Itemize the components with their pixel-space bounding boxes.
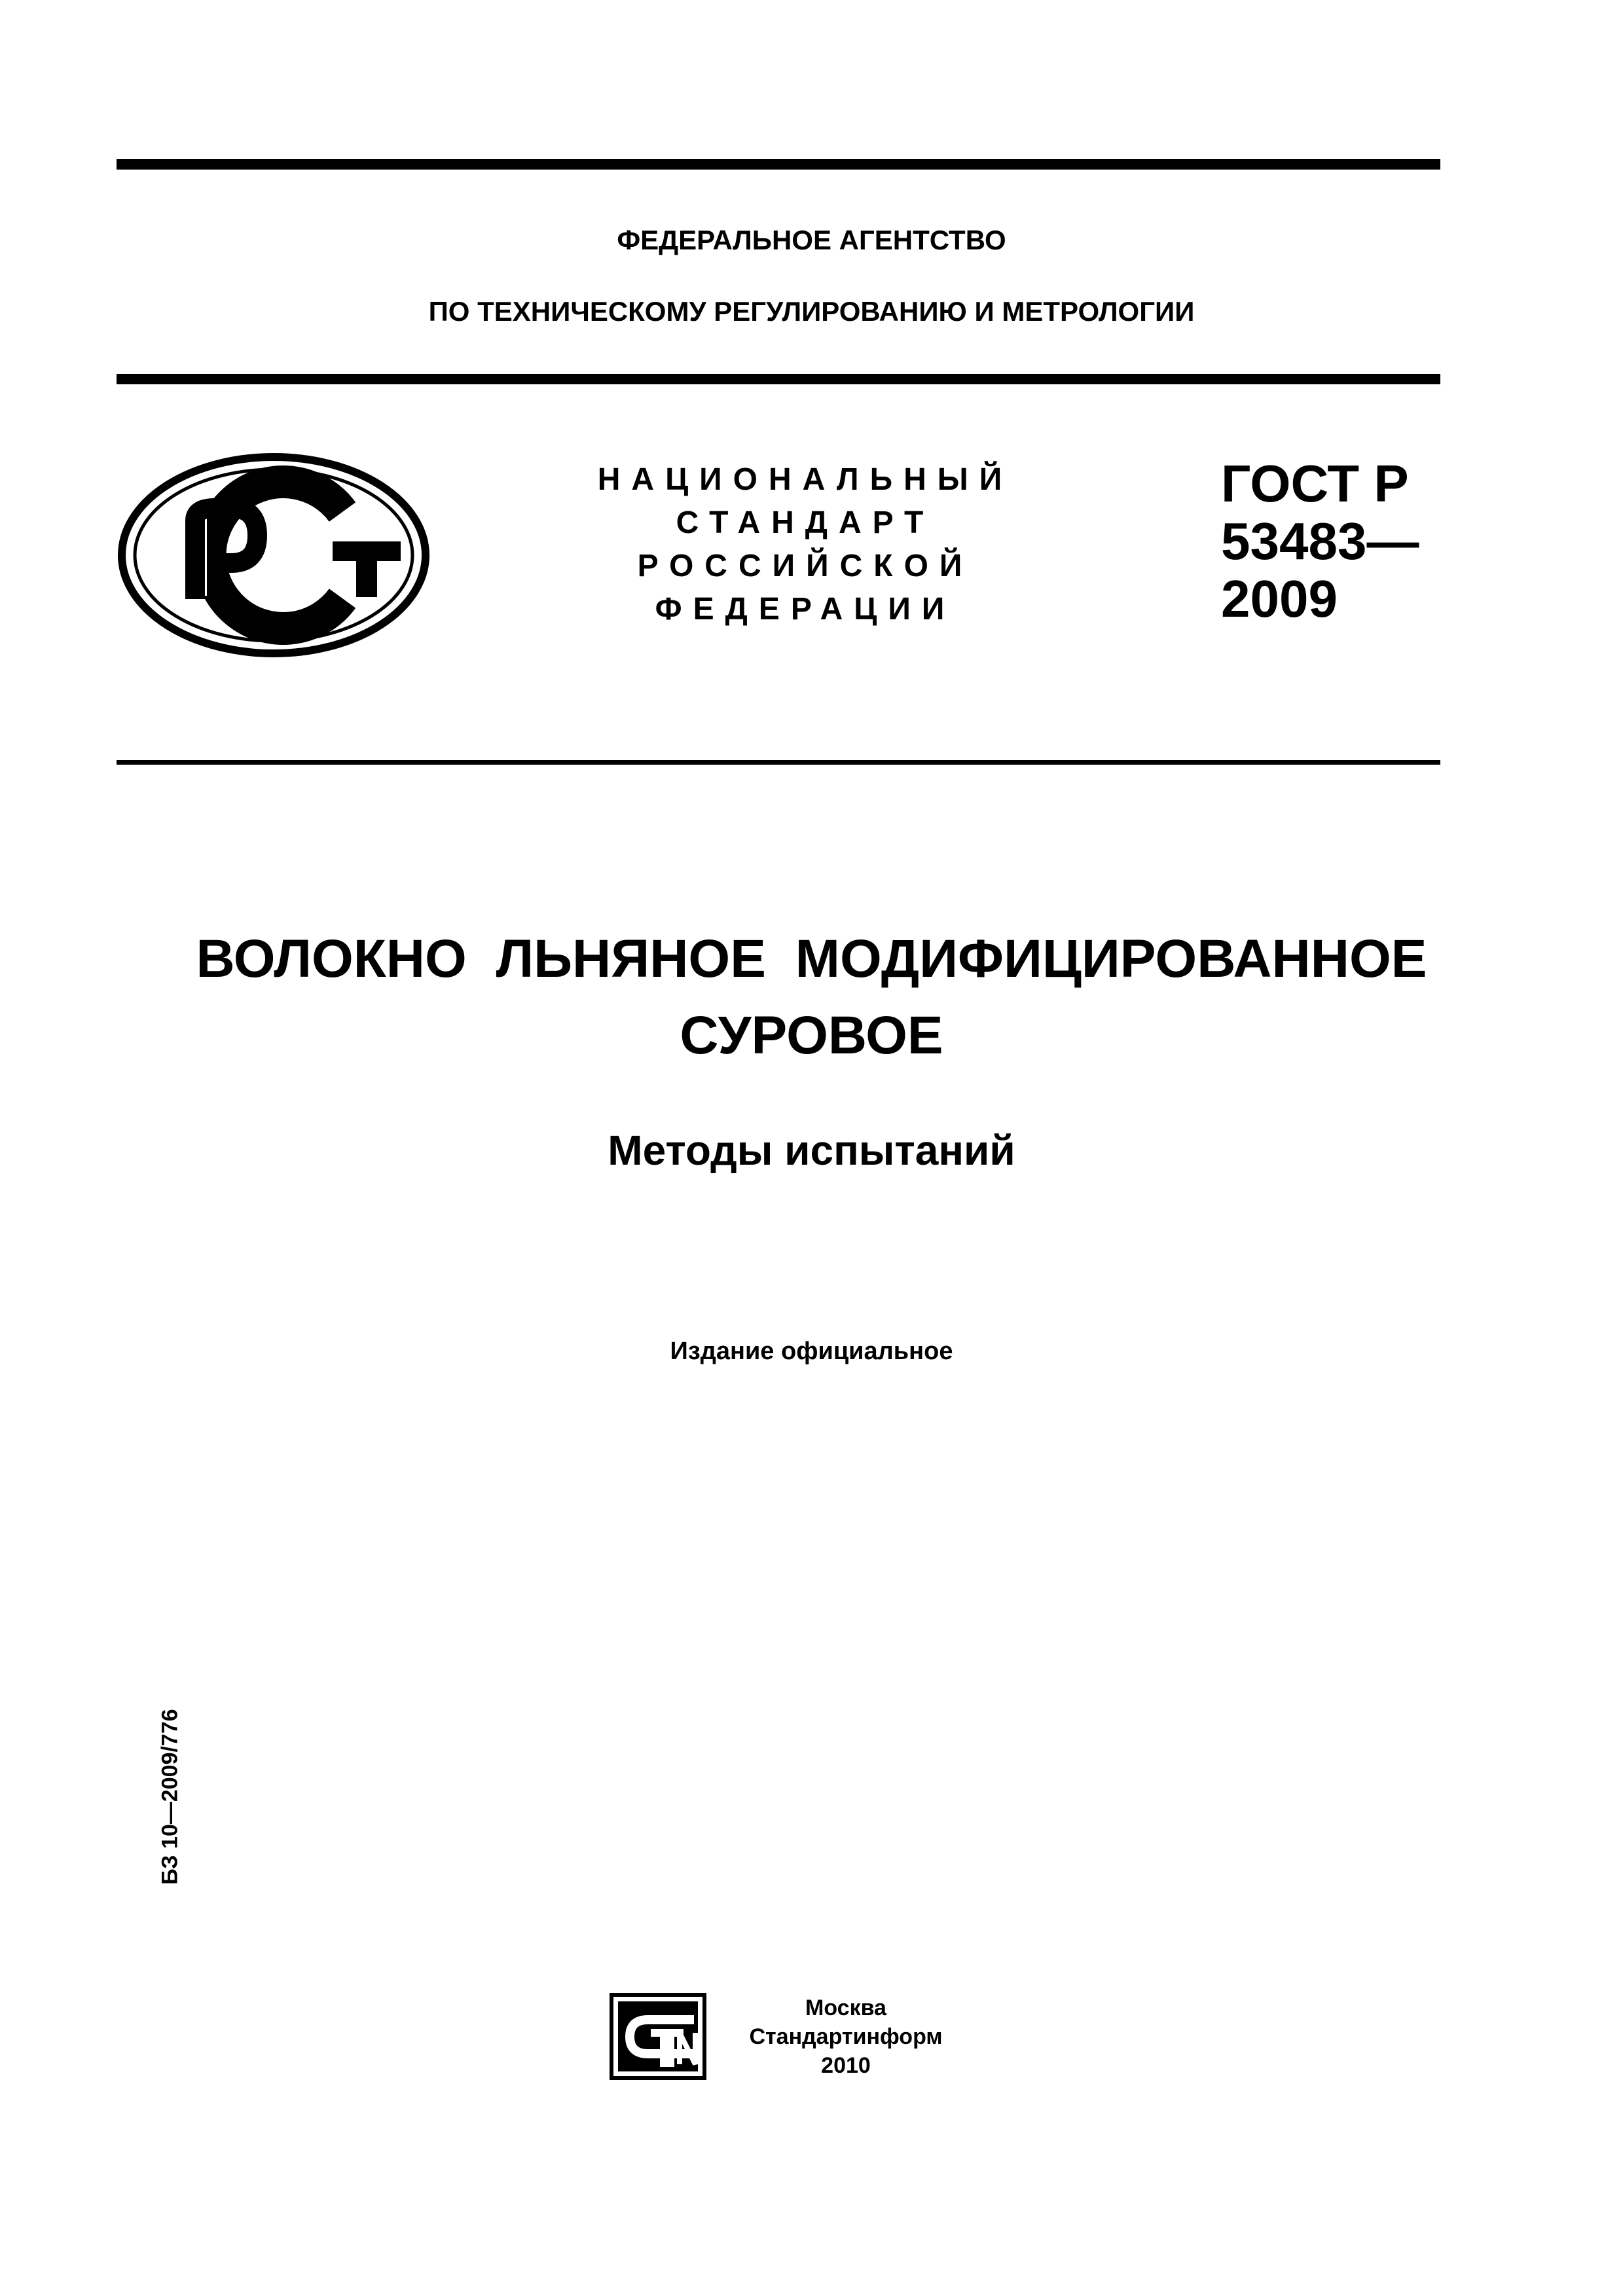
catalog-code: БЗ 10—2009/776 [157, 1709, 183, 1885]
publisher-year: 2010 [821, 2053, 871, 2078]
publisher-city: Москва [805, 1995, 886, 2020]
standartinform-logo [609, 1992, 707, 2081]
section-divider-rule [117, 760, 1440, 765]
edition-label: Издание официальное [670, 1338, 953, 1365]
header-divider-rule [117, 374, 1440, 384]
agency-name-line2: ПО ТЕХНИЧЕСКОМУ РЕГУЛИРОВАНИЮ И МЕТРОЛОГИИ [428, 296, 1195, 327]
designation-line1: ГОСТ Р [1221, 454, 1409, 513]
designation-line2: 53483— [1221, 512, 1419, 570]
document-title-line2: СУРОВОЕ [680, 1006, 943, 1065]
national-standard-label [570, 458, 1041, 631]
publisher-name: Стандартинформ [749, 2024, 943, 2049]
publisher-info [735, 1994, 957, 2080]
document-title-line1: ВОЛОКНО ЛЬНЯНОЕ МОДИФИЦИРОВАННОЕ [196, 929, 1427, 989]
national-standard-line1: НАЦИОНАЛЬНЫЙ [597, 462, 1013, 497]
document-subtitle: Методы испытаний [608, 1127, 1015, 1174]
standard-designation [1221, 455, 1419, 628]
designation-line3: 2009 [1221, 570, 1338, 628]
national-standard-line2: СТАНДАРТ [676, 505, 935, 540]
top-rule [117, 159, 1440, 170]
agency-name-line1: ФЕДЕРАЛЬНОЕ АГЕНТСТВО [617, 225, 1006, 255]
national-standard-line4: ФЕДЕРАЦИИ [655, 592, 956, 627]
rst-emblem-logo [117, 452, 431, 659]
national-standard-line3: РОССИЙСКОЙ [637, 549, 974, 583]
